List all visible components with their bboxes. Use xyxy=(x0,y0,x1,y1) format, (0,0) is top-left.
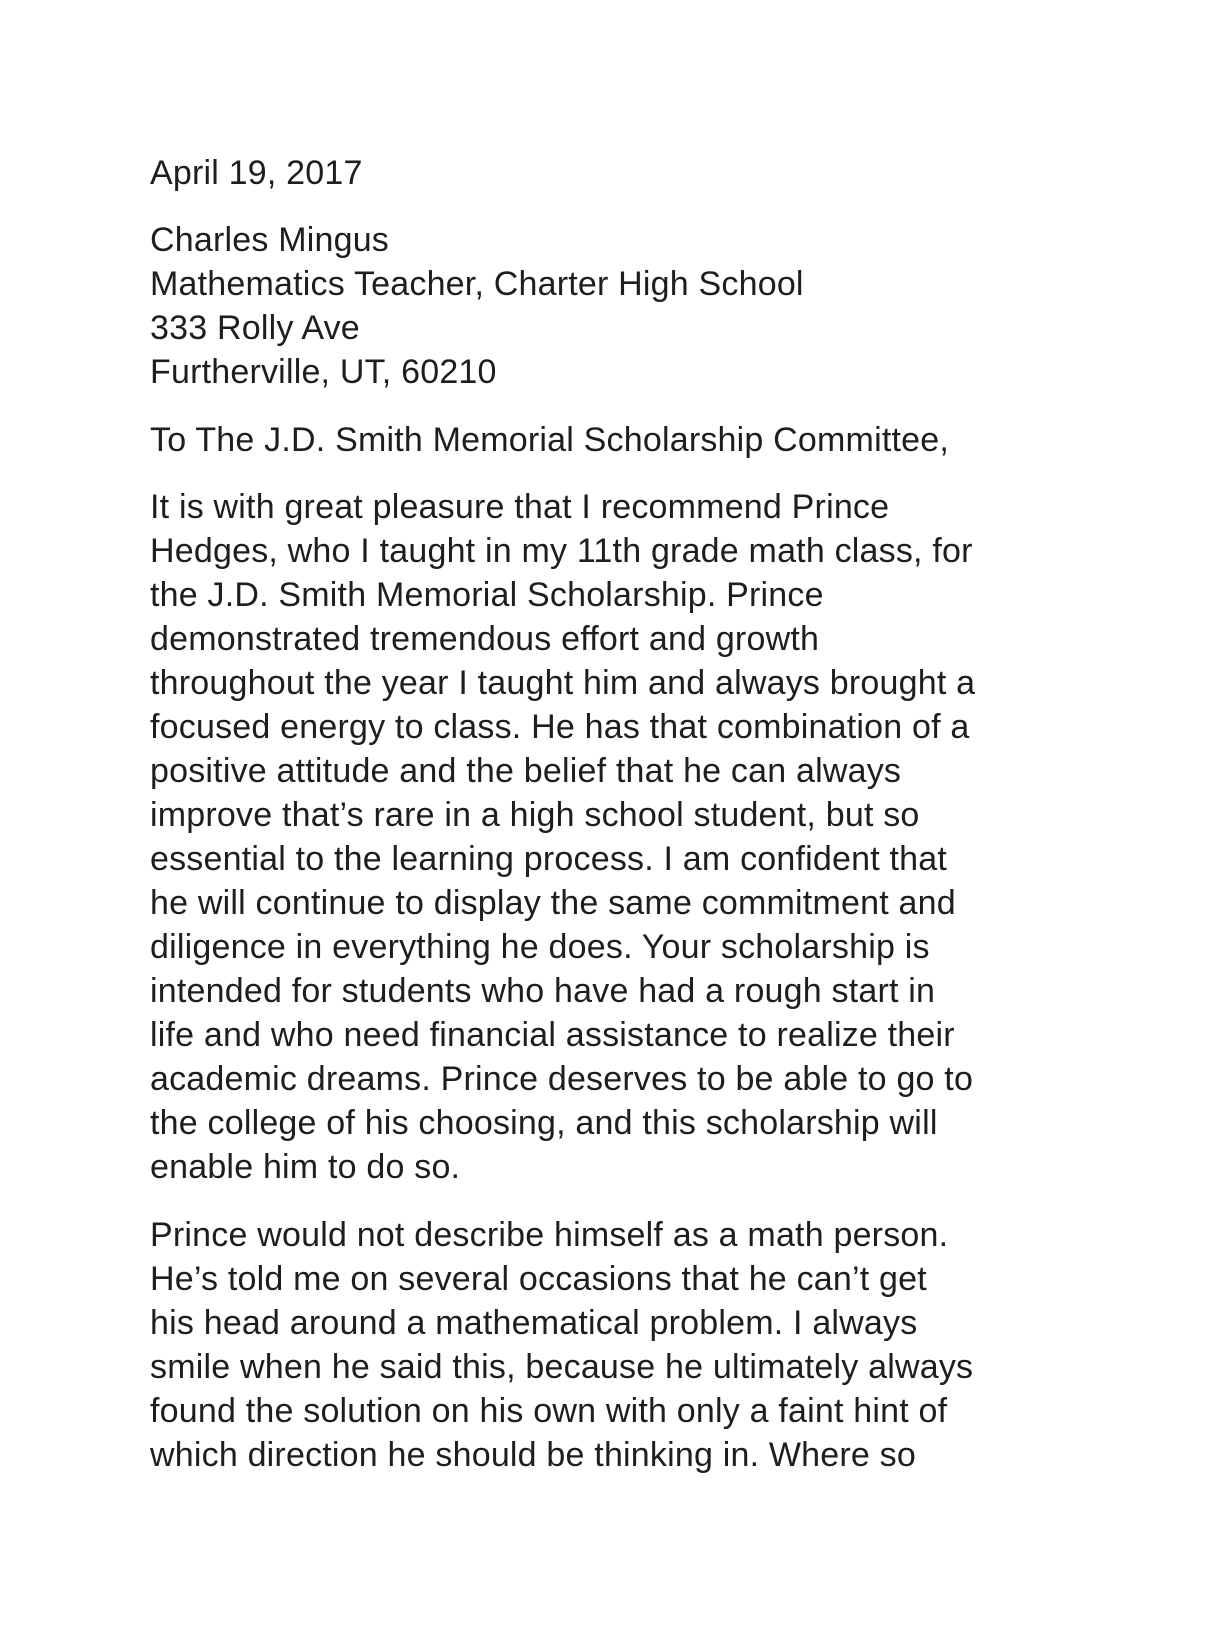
paragraph-line: found the solution on his own with only a faint hint of xyxy=(150,1392,948,1430)
paragraph-line: the J.D. Smith Memorial Scholarship. Prince xyxy=(150,576,824,614)
paragraph-line: his head around a mathematical problem. I always xyxy=(150,1304,918,1342)
paragraph-line: focused energy to class. He has that combination of a xyxy=(150,708,970,746)
paragraph-line: He’s told me on several occasions that he can’t get xyxy=(150,1260,927,1298)
paragraph-line: he will continue to display the same commitment and xyxy=(150,884,956,922)
paragraph-line: smile when he said this, because he ultimately always xyxy=(150,1348,974,1386)
paragraph-line: academic dreams. Prince deserves to be able to go to xyxy=(150,1060,974,1098)
sender-title: Mathematics Teacher, Charter High School xyxy=(150,265,804,303)
paragraph-line: intended for students who have had a rough start in xyxy=(150,972,936,1010)
letter-date xyxy=(150,151,1090,195)
sender-street: 333 Rolly Ave xyxy=(150,309,360,347)
paragraph-line: throughout the year I taught him and always brought a xyxy=(150,664,976,702)
body-paragraph-2 xyxy=(150,1213,1090,1477)
paragraph-line: the college of his choosing, and this scholarship will xyxy=(150,1104,938,1142)
paragraph-line: positive attitude and the belief that he can always xyxy=(150,752,902,790)
paragraph-line: which direction he should be thinking in. Where so xyxy=(150,1436,916,1474)
paragraph-line: improve that’s rare in a high school student, but so xyxy=(150,796,920,834)
paragraph-line: Hedges, who I taught in my 11th grade math class, for xyxy=(150,532,973,570)
sender-city: Furtherville, UT, 60210 xyxy=(150,353,497,391)
date-line: April 19, 2017 xyxy=(150,154,363,192)
paragraph-line: enable him to do so. xyxy=(150,1148,461,1186)
paragraph-line: essential to the learning process. I am confident that xyxy=(150,840,948,878)
paragraph-line: Prince would not describe himself as a math person. xyxy=(150,1216,949,1254)
body-paragraph-1 xyxy=(150,485,1090,1189)
paragraph-line: life and who need financial assistance to realize their xyxy=(150,1016,955,1054)
paragraph-line: diligence in everything he does. Your scholarship is xyxy=(150,928,930,966)
sender-name: Charles Mingus xyxy=(150,221,390,259)
sender-address-block xyxy=(150,218,1090,394)
paragraph-line: demonstrated tremendous effort and growth xyxy=(150,620,820,658)
salutation-line: To The J.D. Smith Memorial Scholarship Committee, xyxy=(150,421,949,459)
salutation xyxy=(150,418,1090,462)
paragraph-line: It is with great pleasure that I recommend Prince xyxy=(150,488,890,526)
